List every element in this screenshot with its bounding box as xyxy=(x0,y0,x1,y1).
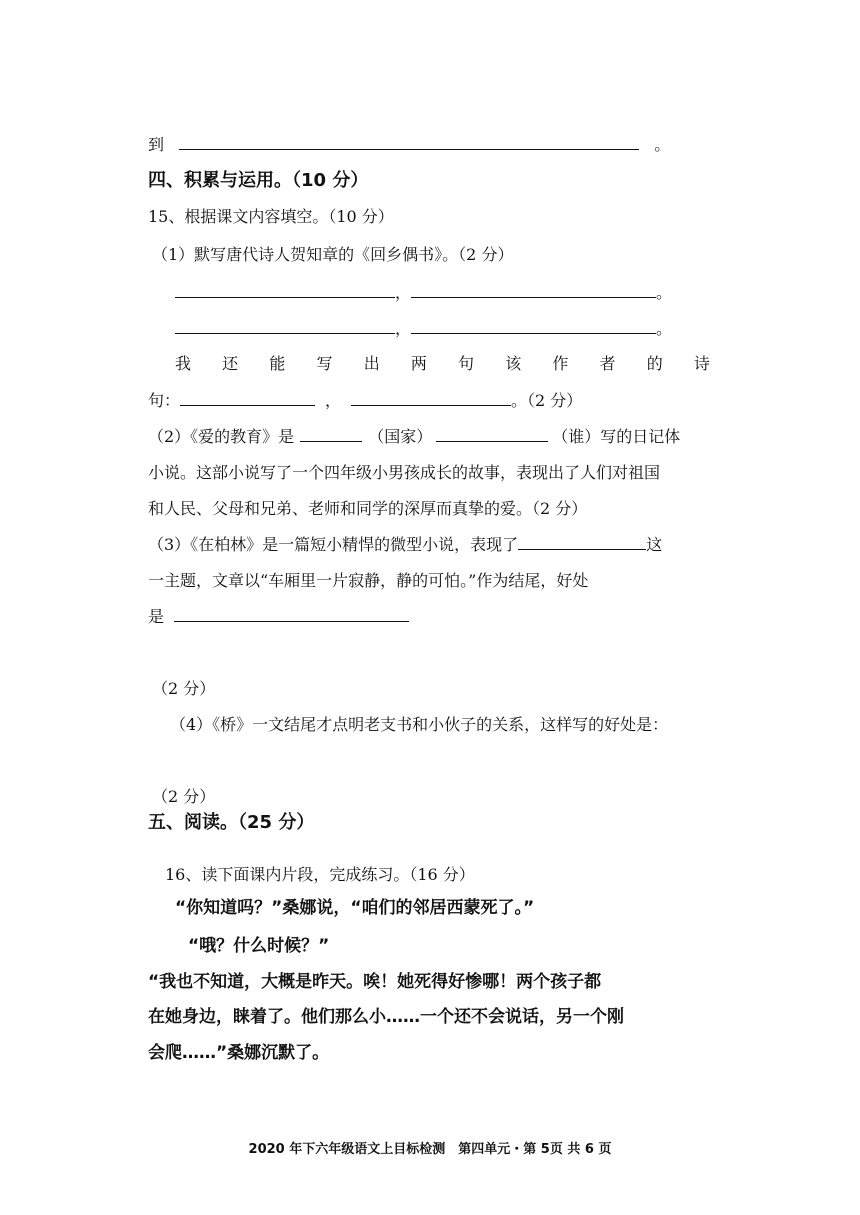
text: 是 xyxy=(148,607,165,626)
answer-blank[interactable] xyxy=(175,332,395,334)
text: （3）《在柏林》是一篇短小精悍的微型小说，表现了 xyxy=(148,535,519,554)
text: （谁）写的日记体 xyxy=(552,427,681,446)
comma: ， xyxy=(395,319,412,338)
answer-blank-country[interactable] xyxy=(300,440,362,442)
char: 的 xyxy=(646,354,663,373)
char: 诗 xyxy=(693,354,710,373)
reading-line-5: 会爬……”桑娜沉默了。 xyxy=(148,1043,330,1063)
verse-end: 。（2 分） xyxy=(511,391,583,410)
answer-blank[interactable] xyxy=(411,332,656,334)
verse-prefix: 句： xyxy=(148,391,181,410)
period: 。 xyxy=(656,283,673,302)
char: 能 xyxy=(269,354,286,373)
answer-blank[interactable] xyxy=(411,296,656,298)
text: （2）《爱的教育》是 xyxy=(148,427,295,446)
reading-line-4: 在她身边，睐着了。他们那么小……一个还不会说话，另一个刚 xyxy=(148,1007,624,1027)
q15-part3-score: （2 分） xyxy=(152,679,216,698)
period: 。 xyxy=(656,319,673,338)
q15-part1-prompt: （1）默写唐代诗人贺知章的《回乡偶书》。（2 分） xyxy=(152,245,514,264)
q15-part4-prompt: （4）《桥》一文结尾才点明老支书和小伙子的关系，这样写的好处是： xyxy=(170,715,669,734)
question-16-title: 16、读下面课内片段，完成练习。（16 分） xyxy=(165,865,475,884)
comma: ， xyxy=(325,391,342,410)
answer-blank-theme[interactable] xyxy=(518,548,646,550)
poem-line-row-1 xyxy=(175,280,672,303)
q15-part2-line1 xyxy=(148,424,680,447)
answer-blank[interactable] xyxy=(180,404,315,406)
q15-part2-line2: 小说。这部小说写了一个四年级小男孩成长的故事，表现出了人们对祖国 xyxy=(148,463,661,482)
char: 者 xyxy=(599,354,616,373)
reading-line-2: “哦？什么时候？” xyxy=(188,936,330,956)
poem-line-row-2 xyxy=(175,316,672,339)
comma: ， xyxy=(395,283,412,302)
answer-blank-benefit[interactable] xyxy=(174,620,409,622)
reading-line-3: “我也不知道，大概是昨天。唉！她死得好惨哪！两个孩子都 xyxy=(148,972,602,992)
char: 写 xyxy=(316,354,333,373)
answer-line-row xyxy=(148,132,670,155)
question-15-title: 15、根据课文内容填空。（10 分） xyxy=(148,207,394,226)
q15-part3-line2: 一主题，文章以“车厢里一片寂静，静的可怕。”作为结尾，好处 xyxy=(148,571,589,590)
section-heading-5: 五、阅读。（25 分） xyxy=(148,812,315,833)
page-footer: 2020 年下六年级语文上目标检测 第四单元・第 5页 共 6 页 xyxy=(248,1142,612,1157)
char: 两 xyxy=(410,354,427,373)
answer-blank[interactable] xyxy=(175,296,395,298)
text: （国家） xyxy=(368,427,433,446)
q15-part3-line1 xyxy=(148,532,662,555)
char: 还 xyxy=(222,354,239,373)
line-prefix: 到 xyxy=(148,135,165,154)
char: 句 xyxy=(458,354,475,373)
answer-blank[interactable] xyxy=(179,148,639,150)
answer-blank[interactable] xyxy=(351,404,511,406)
char: 该 xyxy=(505,354,522,373)
line-suffix: 。 xyxy=(654,135,671,154)
justified-sentence xyxy=(175,351,710,374)
answer-blank-author[interactable] xyxy=(436,440,548,442)
verse-row xyxy=(148,388,582,411)
char: 我 xyxy=(175,354,192,373)
section-heading-4: 四、积累与运用。（10 分） xyxy=(148,170,369,191)
q15-part4-score: （2 分） xyxy=(152,787,216,806)
q15-part3-line3 xyxy=(148,604,409,627)
q15-part2-line3: 和人民、父母和兄弟、老师和同学的深厚而真挚的爱。（2 分） xyxy=(148,499,588,518)
char: 作 xyxy=(552,354,569,373)
text: 这 xyxy=(646,535,663,554)
reading-line-1: “你知道吗？”桑娜说，“咱们的邻居西蒙死了。” xyxy=(175,898,535,918)
char: 出 xyxy=(363,354,380,373)
